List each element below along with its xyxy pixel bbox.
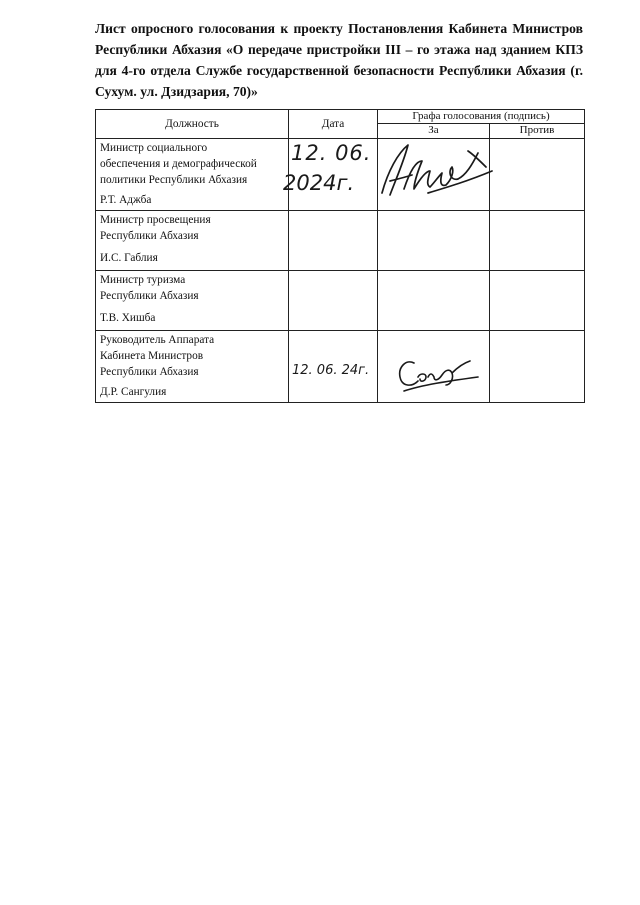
header-vote-group: Графа голосования (подпись): [378, 110, 585, 124]
position-line: Республики Абхазия: [100, 290, 199, 302]
date-cell: [283, 139, 378, 211]
date-cell: [289, 271, 378, 331]
position-cell: [96, 271, 289, 331]
table-row: [96, 331, 585, 403]
official-name: Р.Т. Аджба: [100, 194, 152, 206]
position-line: Кабинета Министров: [100, 350, 204, 362]
signature-image: [392, 345, 492, 405]
vote-for-cell: [378, 331, 490, 403]
official-name: Д.Р. Сангулия: [100, 386, 167, 398]
vote-against-cell: [490, 331, 585, 403]
position-cell: [96, 331, 289, 403]
table-row: [96, 139, 585, 211]
handwritten-date: 12. 06. 24г.: [292, 363, 370, 378]
handwritten-date-line1: 12. 06.: [291, 141, 372, 165]
position-line: обеспечения и демографической: [100, 158, 257, 170]
date-cell: [289, 331, 378, 403]
header-against: Против: [490, 123, 585, 138]
header-position: Должность: [96, 110, 289, 139]
vote-against-cell: [490, 139, 585, 211]
vote-against-cell: [490, 211, 585, 271]
handwritten-date-line2: 2024г.: [283, 171, 355, 195]
date-cell: [289, 211, 378, 271]
voting-table: [95, 109, 585, 403]
document-title: Лист опросного голосования к проекту Постановления Кабинета Министров Республики Абхазия «О передаче пристройки III – го этажа над зданием КПЗ для 4-го отдела Службе государственной безопасности Республики Абхазия (г. Сухум. ул. Дзидзария, 70)»: [95, 21, 583, 99]
position-line: Министр туризма: [100, 274, 186, 286]
vote-against-cell: [490, 271, 585, 331]
vote-for-cell: [378, 211, 490, 271]
position-line: Республики Абхазия: [100, 230, 199, 242]
position-line: политики Республики Абхазия: [100, 174, 248, 186]
table-row: [96, 211, 585, 271]
official-name: И.С. Габлия: [100, 252, 158, 264]
position-line: Республики Абхазия: [100, 366, 199, 378]
position-line: Министр просвещения: [100, 214, 211, 226]
position-cell: [96, 211, 289, 271]
vote-for-cell: [378, 271, 490, 331]
position-cell: [96, 139, 289, 211]
vote-for-cell: [378, 139, 490, 211]
header-date: Дата: [289, 110, 378, 139]
table-row: [96, 271, 585, 331]
header-for: За: [378, 123, 490, 138]
position-line: Руководитель Аппарата: [100, 334, 215, 346]
position-line: Министр социального: [100, 142, 208, 154]
official-name: Т.В. Хишба: [100, 312, 156, 324]
signature-image: [368, 131, 498, 211]
header-row: [96, 110, 585, 124]
